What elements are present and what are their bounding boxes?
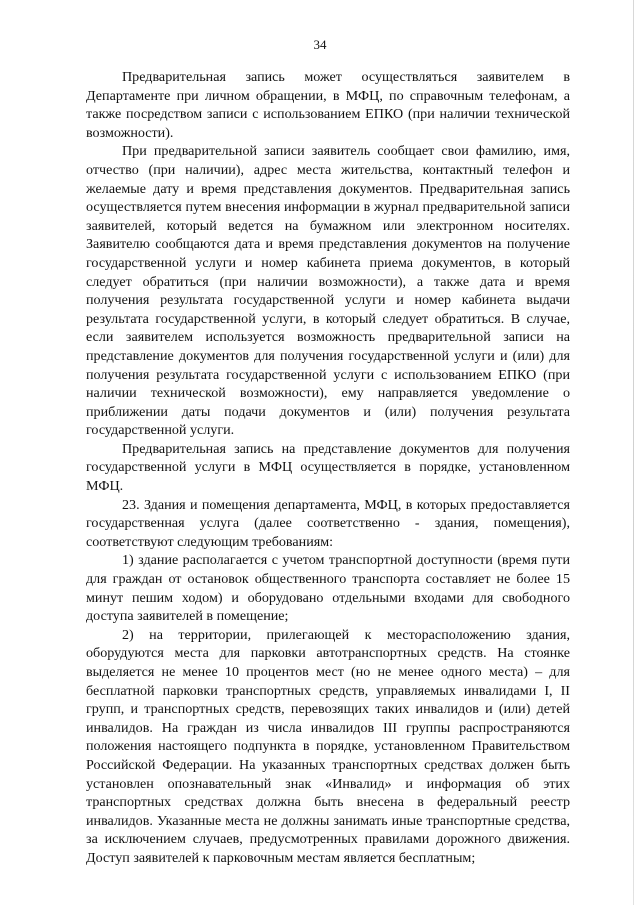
document-body bbox=[86, 68, 570, 868]
paragraph-mfc-booking: Предварительная запись на представление документов для получения государственной услуги в МФЦ осуществляется в порядке, установленном МФЦ. bbox=[86, 440, 570, 495]
paragraph-booking-procedure: При предварительной записи заявитель сообщает свои фамилию, имя, отчество (при наличии), адрес места жительства, контактный телефон и желаемые дату и время представления документов. Предварительная запись осуществляется путем внесения информации в журнал предварительной записи заявителей, который ведется на бумажном или электронном носителях. Заявителю сообщаются дата и время представления документов на получение государственной услуги и номер кабинета приема документов, в который следует обратиться (при наличии возможности), а также дата и время получения результата государственной услуги и номер кабинета выдачи результата государственной услуги, в который следует обратиться. В случае, если заявителем используется возможность предварительной записи на представление документов для получения государственной услуги и (или) для получения результата государственной услуги с использованием ЕПКО (при наличии технической возможности), ему направляется уведомление о приближении даты подачи документов и (или) получения результата государственной услуги. bbox=[86, 143, 570, 439]
paragraph-item-2: 2) на территории, прилегающей к месторасположению здания, оборудуются места для парковки автотранспортных средств. На стоянке выделяется не менее 10 процентов мест (но не менее одного места) – для бесплатной парковки транспортных средств, управляемых инвалидами I, II групп, и транспортных средств, перевозящих таких инвалидов и (или) детей инвалидов. На граждан из числа инвалидов III группы распространяются положения настоящего подпункта в порядке, установленном Правительством Российской Федерации. На указанных транспортных средствах должен быть установлен опознавательный знак «Инвалид» и информация об этих транспортных средствах должна быть внесена в федеральный реестр инвалидов. Указанные места не должны занимать иные транспортные средства, за исключением случаев, предусмотренных правилами дорожного движения. Доступ заявителей к парковочным местам является бесплатным; bbox=[86, 626, 570, 866]
paragraph-preliminary-booking: Предварительная запись может осуществляться заявителем в Департаменте при личном обращении, в МФЦ, по справочным телефонам, а также посредством записи с использованием ЕПКО (при наличии технической возможности). bbox=[86, 69, 570, 141]
page-number: 34 bbox=[313, 37, 327, 52]
scan-edge-line bbox=[633, 0, 634, 905]
paragraph-section-23: 23. Здания и помещения департамента, МФЦ, в которых предоставляется государственная услуга (далее соответственно - здания, помещения), соответствуют следующим требованиям: bbox=[86, 496, 570, 550]
paragraph-item-1: 1) здание располагается с учетом транспортной доступности (время пути для граждан от остановок общественного транспорта составляет не более 15 минут пешим ходом) и оборудовано отдельными входами для свободного доступа заявителей в помещение; bbox=[86, 552, 570, 625]
